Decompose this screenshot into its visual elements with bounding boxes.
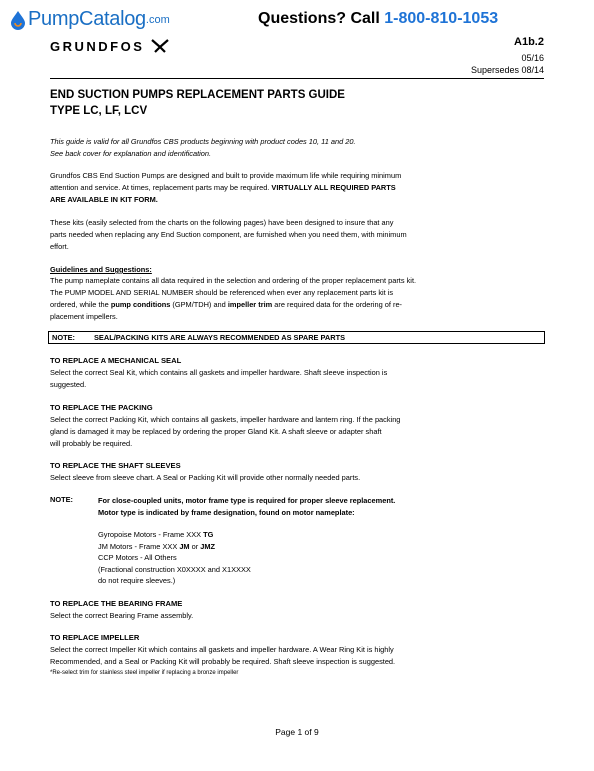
section-line: Select the correct Packing Kit, which contains all gaskets, impeller hardware and lantern ring. If the packing: [50, 415, 401, 424]
intro-italic-line: See back cover for explanation and identification.: [50, 149, 212, 158]
impeller-trim-term: impeller trim: [227, 300, 273, 309]
section-line: Select sleeve from sleeve chart. A Seal or Packing Kit will provide other normally needed parts.: [50, 473, 361, 482]
list-item: CCP Motors - All Others: [98, 553, 177, 562]
grundfos-wordmark: GRUNDFOS: [50, 38, 145, 54]
impeller-heading: TO REPLACE IMPELLER: [50, 633, 140, 642]
intro-paragraph-line: parts needed when replacing any End Suction component, are furnished when you need them, with minimum: [50, 230, 407, 239]
impeller-footnote: *Re-select trim for stainless steel impeller if replacing a bronze impeller: [50, 670, 239, 676]
list-item: (Fractional construction X0XXXX and X1XXXX: [98, 564, 251, 574]
supersedes-note: Supersedes 08/14: [470, 65, 544, 75]
intro-paragraph-line: effort.: [50, 242, 69, 251]
list-item: do not require sleeves.): [98, 576, 176, 585]
logo-suffix: .com: [145, 13, 170, 26]
packing-heading: TO REPLACE THE PACKING: [50, 403, 153, 412]
guidelines-text: ordered, while the: [50, 300, 111, 309]
motor-code: JM: [179, 541, 190, 551]
logo-wordmark: PumpCatalog: [28, 8, 146, 30]
guidelines-heading: Guidelines and Suggestions:: [50, 265, 152, 274]
note-label: NOTE:: [52, 333, 75, 342]
guidelines-line: The PUMP MODEL AND SERIAL NUMBER should be referenced when ever any replacement parts kit is: [50, 288, 394, 297]
header-divider: [50, 78, 544, 79]
page-title: END SUCTION PUMPS REPLACEMENT PARTS GUIDE: [50, 89, 345, 101]
motor-code: TG: [203, 530, 214, 539]
document-date: 05/16: [521, 53, 544, 63]
intro-paragraph-line: [50, 182, 500, 194]
section-line: Recommended, and a Seal or Packing Kit will probably be required. Shaft sleeve inspection is suggested.: [50, 657, 396, 666]
mechanical-seal-heading: TO REPLACE A MECHANICAL SEAL: [50, 356, 182, 365]
guidelines-line: [50, 299, 500, 311]
motor-note-line: Motor type is indicated by frame designation, found on motor nameplate:: [98, 507, 355, 517]
motor-types-list: [98, 529, 251, 587]
guidelines-line: placement impellers.: [50, 312, 118, 321]
intro-emphasis: VIRTUALLY ALL REQUIRED PARTS: [269, 183, 396, 192]
motor-note-text: [98, 495, 518, 518]
motor-desc: JM Motors - Frame XXX: [98, 541, 180, 551]
spare-parts-note-box: [48, 331, 545, 344]
section-line: Select the correct Impeller Kit which contains all gaskets and impeller hardware. A Wear Ring Kit is highly: [50, 645, 394, 654]
intro-paragraph-line: Grundfos CBS End Suction Pumps are designed and built to provide maximum life while requiring minimum: [50, 171, 402, 180]
phone-prefix: Questions? Call: [258, 10, 385, 27]
motor-code: JMZ: [200, 541, 216, 551]
list-item: [98, 541, 251, 553]
guidelines-text: are required data for the ordering of re-: [272, 300, 403, 309]
guidelines-line: The pump nameplate contains all data required in the selection and ordering of the proper replacement parts kit.: [50, 276, 417, 285]
section-line: gland is damaged it may be replaced by ordering the proper Gland Kit. A shaft sleeve or adapter shaft: [50, 427, 382, 436]
intro-paragraph-line: These kits (easily selected from the charts on the following pages) have been designed to insure that any: [50, 218, 394, 227]
page-subtitle: TYPE LC, LF, LCV: [50, 105, 148, 117]
section-line: Select the correct Seal Kit, which contains all gaskets and impeller hardware. Shaft sleeve inspection is: [50, 368, 388, 377]
phone-banner: [258, 10, 498, 28]
phone-number[interactable]: 1-800-810-1053: [384, 10, 499, 27]
grundfos-x-icon: [150, 38, 170, 54]
water-drop-icon: [8, 10, 28, 30]
section-line: suggested.: [50, 380, 87, 389]
motor-note-line: For close-coupled units, motor frame type is required for proper sleeve replacement.: [98, 496, 396, 505]
intro-emphasis-line: ARE AVAILABLE IN KIT FORM.: [50, 195, 158, 204]
pumpcatalog-logo[interactable]: [8, 8, 170, 31]
guidelines-text: (GPM/TDH) and: [170, 300, 228, 309]
grundfos-logo: [50, 38, 170, 54]
motor-desc: or: [189, 541, 201, 551]
motor-note-label: NOTE:: [50, 495, 73, 504]
note-text: SEAL/PACKING KITS ARE ALWAYS RECOMMENDED AS SPARE PARTS: [94, 333, 346, 342]
section-line: Select the correct Bearing Frame assembly.: [50, 611, 194, 620]
page-number: Page 1 of 9: [275, 727, 319, 737]
pump-conditions-term: pump conditions: [110, 300, 171, 309]
list-item: [98, 529, 251, 541]
section-line: will probably be required.: [50, 439, 133, 448]
intro-text: attention and service. At times, replacement parts may be required.: [50, 183, 270, 192]
intro-italic-line: This guide is valid for all Grundfos CBS products beginning with product codes 10, 11 and 20.: [50, 137, 356, 146]
bearing-frame-heading: TO REPLACE THE BEARING FRAME: [50, 599, 183, 608]
shaft-sleeves-heading: TO REPLACE THE SHAFT SLEEVES: [50, 461, 181, 470]
motor-desc: Gyropoise Motors - Frame XXX: [98, 530, 204, 539]
document-id: A1b.2: [514, 36, 544, 48]
